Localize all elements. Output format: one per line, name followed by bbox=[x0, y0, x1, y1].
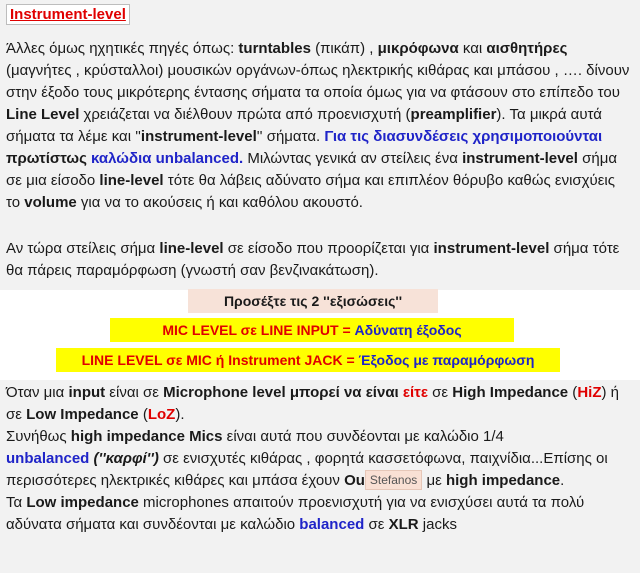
text-bold: XLR bbox=[388, 516, 419, 533]
text: Αν τώρα στείλεις σήμα bbox=[6, 240, 160, 257]
text-bold: high impedance bbox=[445, 472, 561, 489]
text-red: HiZ bbox=[577, 384, 602, 401]
equation-line-to-mic bbox=[56, 348, 560, 372]
text: Συνήθως bbox=[6, 428, 71, 445]
equation-mic-to-line bbox=[110, 318, 514, 342]
equation-left: MIC LEVEL σε LINE INPUT = bbox=[162, 322, 355, 338]
text-bold: πρωτίστως bbox=[6, 150, 87, 167]
text-bold: volume bbox=[24, 194, 77, 211]
distortion-paragraph bbox=[6, 238, 630, 282]
text-bold: turntables bbox=[238, 40, 311, 57]
text-bold: Line Level bbox=[6, 106, 80, 123]
text: σε bbox=[428, 384, 453, 401]
text-red: είτε bbox=[402, 384, 428, 401]
text: σε είσοδο που προορίζεται για bbox=[223, 240, 434, 257]
text: σήμα τότε θα πάρεις παραμόρφωση (γνωστή σαν βενζινακάτωση). bbox=[6, 240, 620, 279]
text: σε bbox=[364, 516, 389, 533]
text: σήμα σε μια είσοδο bbox=[6, 150, 618, 189]
equation-right: Αδύνατη έξοδος bbox=[354, 322, 462, 338]
text: . bbox=[560, 472, 565, 489]
text: Άλλες όμως ηχητικές πηγές όπως: bbox=[6, 40, 239, 57]
text-red: LoZ bbox=[147, 406, 176, 423]
text-bold: high impedance Mics bbox=[70, 428, 223, 445]
text-bold: instrument-level bbox=[462, 150, 578, 167]
text: είναι αυτά που συνδέονται με καλώδιο 1/4 bbox=[222, 428, 504, 445]
text-bold: preamplifier bbox=[410, 106, 497, 123]
text-bold: (''καρφί'') bbox=[89, 450, 159, 467]
text: ( bbox=[138, 406, 148, 423]
text-blue: unbalanced bbox=[6, 450, 90, 467]
intro-paragraph bbox=[6, 38, 630, 214]
text: ( bbox=[568, 384, 578, 401]
bottom-text-panel bbox=[0, 380, 640, 573]
text-blue: Για τις διασυνδέσεις χρησιμοποιούνται bbox=[324, 128, 603, 145]
text: Μιλώντας γενικά αν στείλεις ένα bbox=[243, 150, 463, 167]
text-bold: Microphone level μπορεί να είναι bbox=[163, 384, 403, 401]
text: με bbox=[422, 472, 446, 489]
text: '' σήματα. bbox=[256, 128, 325, 145]
text: (μαγνήτες , κρύσταλλοι) μουσικών οργάνων-όπως ηλεκτρικής κιθάρας και μπάσου , …. δίνουν στην έξοδο τους μικρότερης έντασης σήματα τα οποία όμως για να φτάσουν στο επίπεδο του bbox=[6, 62, 630, 101]
text: ). Τα μικρά αυτά σήματα τα λέμε και '' bbox=[6, 106, 602, 145]
text-bold: line-level bbox=[99, 172, 164, 189]
text-bold: Low impedance bbox=[26, 494, 139, 511]
equation-left: LINE LEVEL σε MIC ή Instrument JACK = bbox=[81, 352, 359, 368]
text-blue: καλώδια unbalanced. bbox=[86, 150, 244, 167]
text-bold: αισθητήρες bbox=[486, 40, 568, 57]
text: Όταν μια bbox=[6, 384, 69, 401]
text-bold: Ou bbox=[344, 472, 365, 489]
text: είναι σε bbox=[105, 384, 164, 401]
impedance-paragraph bbox=[6, 382, 630, 536]
text-bold: instrument-level bbox=[140, 128, 257, 145]
text: σε ενισχυτές κιθάρας , φορητά κασσετόφωνα, παιχνίδια...Επίσης οι περισσότερες ηλεκτρικές κιθάρες και μπάσα έχουν bbox=[6, 450, 608, 489]
text: για να το ακούσεις ή και καθόλου ακουστό. bbox=[76, 194, 363, 211]
text: τότε θα λάβεις αδύνατο σήμα και επιπλέον θόρυβο καθώς ενισχύεις το bbox=[6, 172, 615, 211]
text: ). bbox=[175, 406, 185, 423]
text: ) ή σε bbox=[6, 384, 619, 423]
text-bold: input bbox=[68, 384, 106, 401]
text: Τα bbox=[6, 494, 27, 511]
text: microphones απαιτούν προενισχυτή για να ενισχύσει αυτά τα πολύ αδύνατα σήματα και συνδέονται με καλώδιο bbox=[6, 494, 585, 533]
stefanos-comment-tag[interactable]: Stefanos bbox=[365, 470, 422, 490]
text-bold: line-level bbox=[159, 240, 224, 257]
text-bold: High Impedance bbox=[452, 384, 569, 401]
equations-title: Προσέξτε τις 2 ''εξισώσεις'' bbox=[188, 289, 438, 313]
text: χρειάζεται να διέλθουν πρώτα από προενισχυτή ( bbox=[79, 106, 411, 123]
text-bold: μικρόφωνα bbox=[377, 40, 459, 57]
equation-right: Έξοδος με παραμόρφωση bbox=[358, 352, 535, 368]
text: jacks bbox=[418, 516, 457, 533]
text: και bbox=[458, 40, 487, 57]
text-bold: instrument-level bbox=[433, 240, 550, 257]
text-blue: balanced bbox=[299, 516, 365, 533]
text-bold: Low Impedance bbox=[26, 406, 139, 423]
text: (πικάπ) , bbox=[310, 40, 378, 57]
section-title: Instrument-level bbox=[6, 4, 130, 25]
